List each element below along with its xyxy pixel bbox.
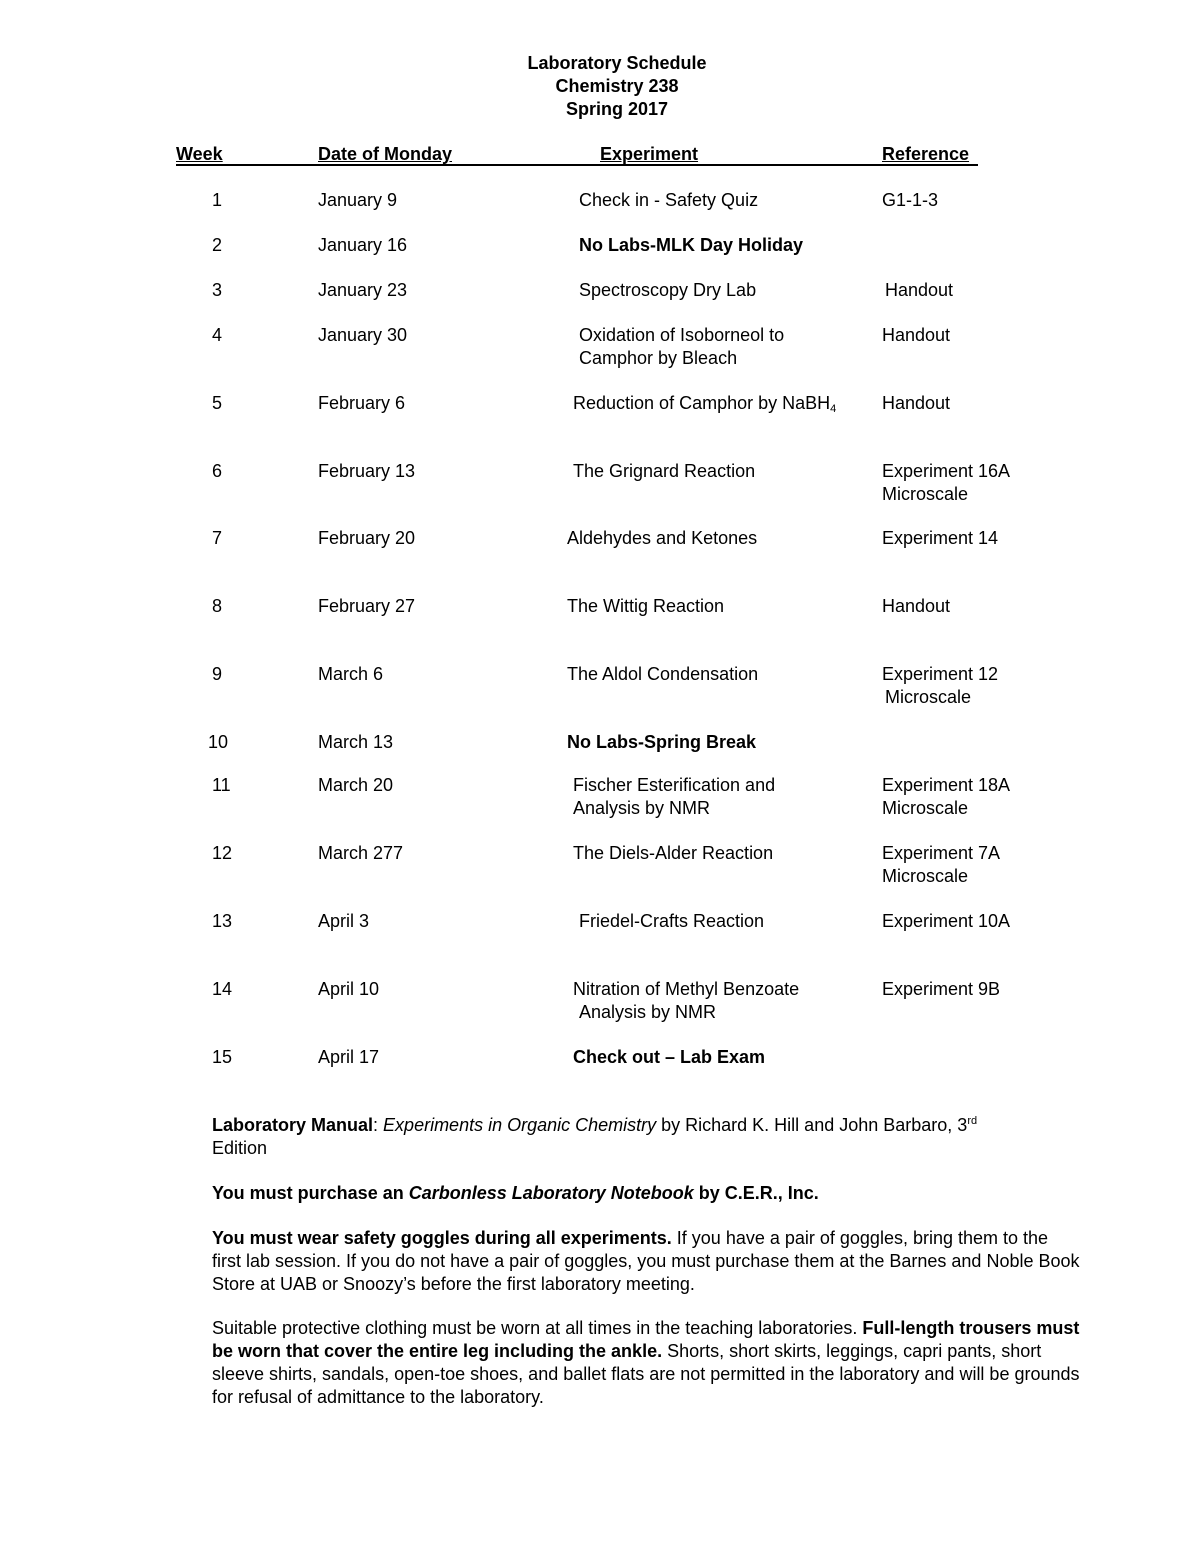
reference-cell: Experiment 10A: [882, 911, 1011, 931]
date-cell: February 27: [318, 596, 416, 616]
experiment-cell: Fischer Esterification and: [573, 775, 776, 795]
week-cell: 4: [212, 325, 223, 345]
date-cell: January 16: [318, 235, 408, 255]
reference-cell: Handout: [882, 393, 951, 413]
column-reference: Reference: [882, 144, 970, 164]
week-cell: 12: [212, 843, 233, 863]
reference-cell: Experiment 9B: [882, 979, 1001, 999]
week-cell: 11: [212, 775, 231, 795]
week-cell: 8: [212, 596, 223, 616]
reference-cell: Experiment 14: [882, 528, 999, 548]
week-cell: 7: [212, 528, 223, 548]
date-cell: March 20: [318, 775, 394, 795]
experiment-cell: Spectroscopy Dry Lab: [579, 280, 757, 300]
week-cell: 6: [212, 461, 223, 481]
lab-manual-note: Laboratory Manual: Experiments in Organic Chemistry by Richard K. Hill and John Barbaro, 3rd Edition: [212, 1114, 1092, 1160]
reference-cell: Experiment 12: [882, 664, 999, 684]
experiment-cell-line2: Analysis by NMR: [579, 1002, 717, 1022]
reference-cell-line2: Microscale: [882, 484, 969, 504]
experiment-cell: The Grignard Reaction: [573, 461, 756, 481]
trousers-requirement: Full-length trousers must be worn that cover the entire leg including the ankle.: [212, 1318, 1080, 1361]
date-cell: February 20: [318, 528, 416, 548]
date-cell: April 3: [318, 911, 370, 931]
experiment-cell-line2: Analysis by NMR: [573, 798, 711, 818]
date-cell: March 13: [318, 732, 394, 752]
date-cell: April 10: [318, 979, 380, 999]
subscript: 4: [830, 403, 837, 415]
reference-cell: Experiment 7A: [882, 843, 1001, 863]
experiment-cell: Oxidation of Isoborneol to: [579, 325, 785, 345]
manual-title: Experiments in Organic Chemistry: [383, 1115, 657, 1135]
superscript: rd: [967, 1115, 978, 1127]
experiment-cell: Reduction of Camphor by NaBH$_4$: [573, 393, 837, 415]
header-rule: [176, 164, 978, 166]
term: Spring 2017: [565, 99, 669, 119]
reference-cell-line2: Microscale: [882, 866, 969, 886]
experiment-cell: No Labs-MLK Day Holiday: [579, 235, 804, 255]
experiment-cell: Aldehydes and Ketones: [567, 528, 758, 548]
date-cell: February 6: [318, 393, 406, 413]
clothing-note: Suitable protective clothing must be worn at all times in the teaching laboratories. Full-length trousers must be worn that cover the entire leg including the ankle. Shorts, short skirts, leggings, capri pants, short sleeve shirts, sandals, open-toe shoes, and ballet flats are not permitted in the laboratory and will be grounds for refusal of admittance to the laboratory.: [212, 1318, 1080, 1407]
reference-cell: G1-1-3: [882, 190, 939, 210]
reference-cell: Handout: [885, 280, 954, 300]
reference-cell-line2: Microscale: [885, 687, 972, 707]
column-week: Week: [176, 144, 223, 164]
week-cell: 13: [212, 911, 233, 931]
experiment-cell: Check out – Lab Exam: [573, 1047, 766, 1067]
column-date: Date of Monday: [318, 144, 453, 164]
experiment-cell: The Wittig Reaction: [567, 596, 725, 616]
reference-cell: Handout: [882, 596, 951, 616]
week-cell: 3: [212, 280, 223, 300]
date-cell: February 13: [318, 461, 416, 481]
experiment-cell: The Diels-Alder Reaction: [573, 843, 774, 863]
reference-cell: Handout: [882, 325, 951, 345]
experiment-cell: Nitration of Methyl Benzoate: [573, 979, 800, 999]
date-cell: January 9: [318, 190, 398, 210]
column-experiment: Experiment: [600, 144, 699, 164]
week-cell: 2: [212, 235, 223, 255]
notebook-note: You must purchase an Carbonless Laboratory Notebook by C.E.R., Inc.: [212, 1183, 819, 1203]
manual-edition: Edition: [212, 1138, 268, 1158]
goggles-requirement: You must wear safety goggles during all experiments.: [212, 1228, 672, 1248]
week-cell: 15: [212, 1047, 233, 1067]
experiment-cell: Check in - Safety Quiz: [579, 190, 759, 210]
experiment-cell: No Labs-Spring Break: [567, 732, 757, 752]
date-cell: March 277: [318, 843, 404, 863]
date-cell: January 30: [318, 325, 408, 345]
date-cell: January 23: [318, 280, 408, 300]
goggles-note: You must wear safety goggles during all experiments. If you have a pair of goggles, bring them to the first lab session. If you do not have a pair of goggles, you must purchase them at the Barnes and Noble Book Store at UAB or Snoozy’s before the first laboratory meeting.: [212, 1228, 1080, 1294]
reference-cell: Experiment 16A: [882, 461, 1011, 481]
notebook-title: Carbonless Laboratory Notebook: [408, 1183, 694, 1203]
reference-cell: Experiment 18A: [882, 775, 1011, 795]
date-cell: April 17: [318, 1047, 380, 1067]
week-cell: 1: [212, 190, 223, 210]
week-cell: 9: [212, 664, 223, 684]
manual-label: Laboratory Manual: [212, 1115, 374, 1135]
page-title: Laboratory Schedule: [527, 53, 707, 73]
date-cell: March 6: [318, 664, 384, 684]
week-cell: 5: [212, 393, 223, 413]
week-cell: 10: [208, 732, 229, 752]
experiment-cell: Friedel-Crafts Reaction: [579, 911, 765, 931]
experiment-cell-line2: Camphor by Bleach: [579, 348, 738, 368]
course-name: Chemistry 238: [555, 76, 679, 96]
reference-cell-line2: Microscale: [882, 798, 969, 818]
week-cell: 14: [212, 979, 233, 999]
experiment-cell: The Aldol Condensation: [567, 664, 759, 684]
